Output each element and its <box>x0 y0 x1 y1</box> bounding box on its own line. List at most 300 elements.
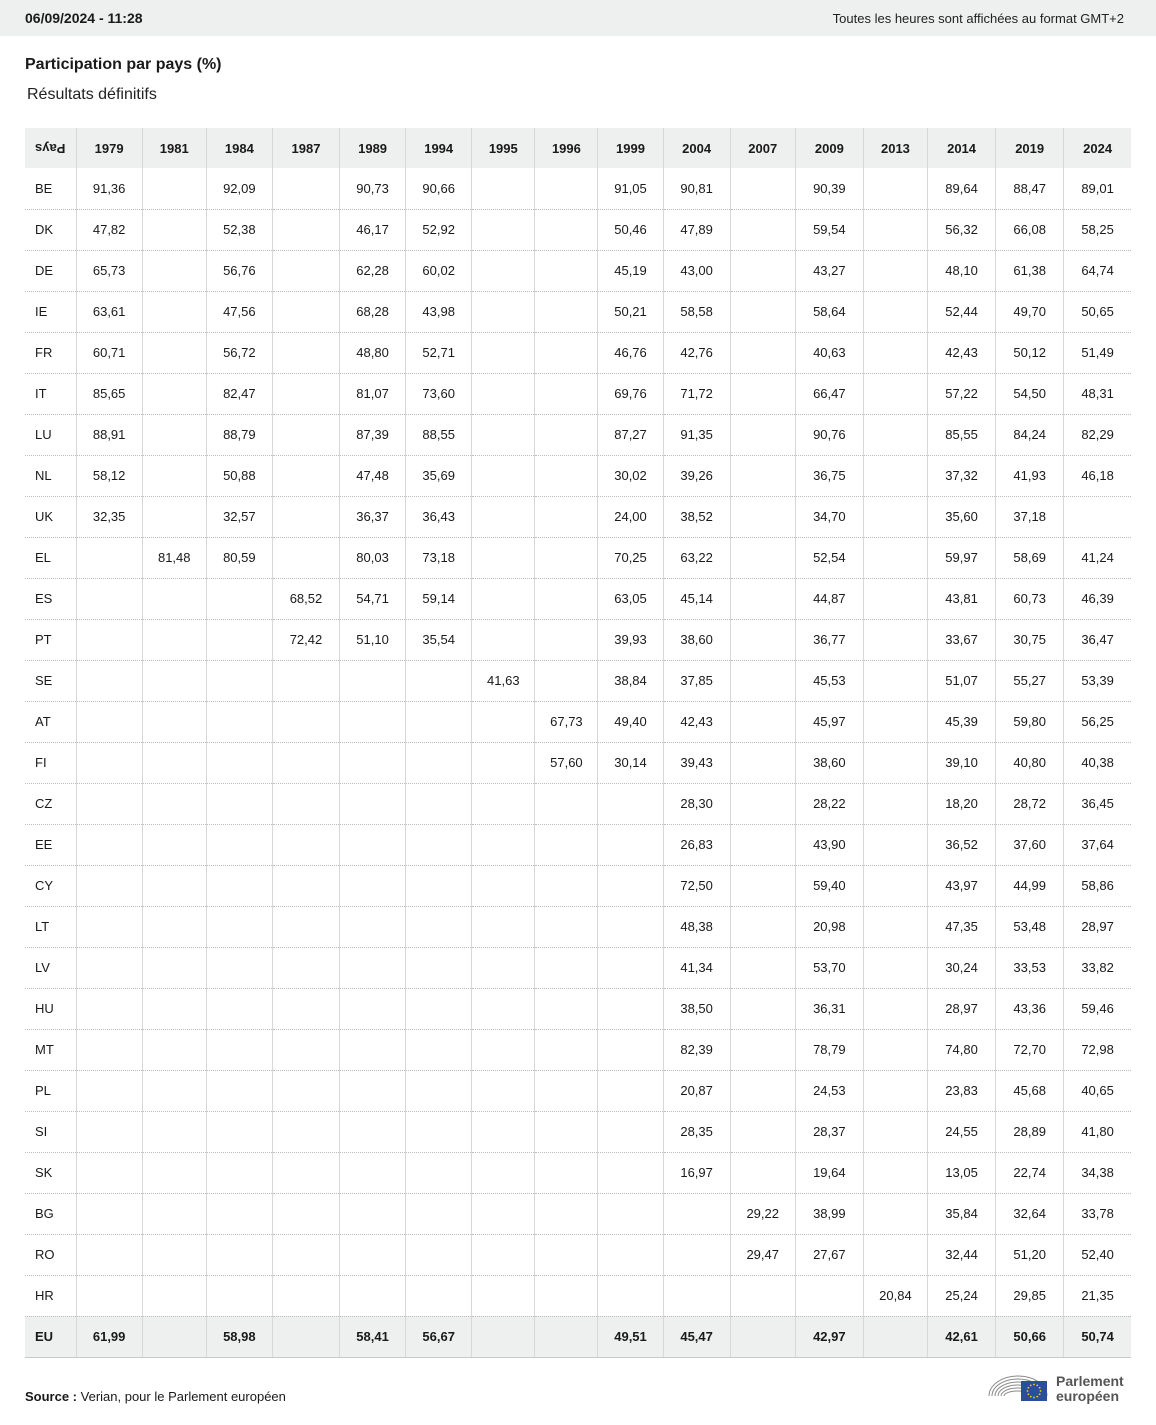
turnout-cell: 36,47 <box>1064 619 1131 660</box>
turnout-cell: 18,20 <box>928 783 996 824</box>
turnout-cell <box>142 414 206 455</box>
turnout-cell: 73,60 <box>406 373 472 414</box>
turnout-cell <box>472 168 535 209</box>
turnout-cell: 40,63 <box>795 332 863 373</box>
eu-star-icon <box>1027 1393 1029 1395</box>
turnout-cell <box>272 824 339 865</box>
turnout-cell <box>535 1193 598 1234</box>
turnout-cell <box>730 783 795 824</box>
country-code: HU <box>25 988 76 1029</box>
turnout-cell: 41,34 <box>663 947 730 988</box>
turnout-cell: 36,37 <box>340 496 406 537</box>
turnout-cell <box>272 783 339 824</box>
turnout-cell <box>472 947 535 988</box>
year-header-1994: 1994 <box>406 128 472 168</box>
country-code: MT <box>25 1029 76 1070</box>
turnout-cell: 37,18 <box>996 496 1064 537</box>
turnout-cell <box>472 332 535 373</box>
turnout-cell: 42,43 <box>663 701 730 742</box>
turnout-cell <box>340 947 406 988</box>
turnout-cell <box>863 332 927 373</box>
eu-star-icon <box>1036 1396 1038 1398</box>
turnout-cell <box>272 1193 339 1234</box>
turnout-cell <box>142 455 206 496</box>
turnout-cell <box>472 1070 535 1111</box>
turnout-cell <box>76 660 142 701</box>
turnout-cell <box>272 455 339 496</box>
turnout-cell: 42,61 <box>928 1316 996 1357</box>
turnout-cell: 37,85 <box>663 660 730 701</box>
turnout-cell: 53,48 <box>996 906 1064 947</box>
turnout-cell <box>730 373 795 414</box>
turnout-cell <box>535 660 598 701</box>
turnout-cell: 60,02 <box>406 250 472 291</box>
turnout-cell: 24,53 <box>795 1070 863 1111</box>
turnout-cell: 45,97 <box>795 701 863 742</box>
turnout-cell: 80,03 <box>340 537 406 578</box>
turnout-cell <box>206 1029 272 1070</box>
turnout-cell <box>206 619 272 660</box>
year-header-1999: 1999 <box>598 128 663 168</box>
country-code: IE <box>25 291 76 332</box>
turnout-cell <box>272 660 339 701</box>
turnout-cell: 58,64 <box>795 291 863 332</box>
turnout-cell <box>598 906 663 947</box>
table-row <box>25 250 1131 291</box>
turnout-cell <box>535 209 598 250</box>
country-code: BE <box>25 168 76 209</box>
turnout-cell <box>272 209 339 250</box>
turnout-cell <box>206 1111 272 1152</box>
turnout-cell: 50,66 <box>996 1316 1064 1357</box>
turnout-cell: 50,88 <box>206 455 272 496</box>
turnout-cell <box>535 537 598 578</box>
turnout-cell <box>76 1070 142 1111</box>
turnout-cell: 43,98 <box>406 291 472 332</box>
year-header-1987: 1987 <box>272 128 339 168</box>
turnout-cell <box>142 1234 206 1275</box>
turnout-cell: 68,28 <box>340 291 406 332</box>
turnout-cell <box>472 1029 535 1070</box>
timestamp: 06/09/2024 - 11:28 <box>25 10 143 26</box>
turnout-cell <box>142 1193 206 1234</box>
turnout-cell: 32,64 <box>996 1193 1064 1234</box>
turnout-cell <box>472 1193 535 1234</box>
turnout-cell: 52,44 <box>928 291 996 332</box>
turnout-cell: 21,35 <box>1064 1275 1131 1316</box>
turnout-cell <box>472 496 535 537</box>
table-row <box>25 865 1131 906</box>
turnout-cell <box>406 947 472 988</box>
turnout-cell: 50,46 <box>598 209 663 250</box>
turnout-cell: 50,21 <box>598 291 663 332</box>
turnout-cell <box>863 1070 927 1111</box>
country-code: NL <box>25 455 76 496</box>
turnout-cell <box>535 496 598 537</box>
turnout-cell <box>76 1193 142 1234</box>
turnout-cell: 65,73 <box>76 250 142 291</box>
turnout-cell: 40,38 <box>1064 742 1131 783</box>
turnout-cell <box>472 783 535 824</box>
turnout-cell: 88,91 <box>76 414 142 455</box>
turnout-cell <box>663 1193 730 1234</box>
country-code: ES <box>25 578 76 619</box>
turnout-cell: 38,84 <box>598 660 663 701</box>
turnout-cell: 48,80 <box>340 332 406 373</box>
turnout-cell: 68,52 <box>272 578 339 619</box>
turnout-cell <box>472 250 535 291</box>
turnout-cell <box>406 1029 472 1070</box>
turnout-cell: 29,47 <box>730 1234 795 1275</box>
turnout-cell <box>535 291 598 332</box>
turnout-cell <box>206 701 272 742</box>
turnout-cell <box>598 1029 663 1070</box>
turnout-cell: 38,52 <box>663 496 730 537</box>
turnout-cell: 63,61 <box>76 291 142 332</box>
turnout-cell: 33,67 <box>928 619 996 660</box>
turnout-cell: 24,00 <box>598 496 663 537</box>
turnout-cell: 51,07 <box>928 660 996 701</box>
turnout-cell: 36,75 <box>795 455 863 496</box>
turnout-cell <box>863 373 927 414</box>
turnout-cell: 44,87 <box>795 578 863 619</box>
turnout-cell <box>598 1070 663 1111</box>
turnout-cell <box>863 1193 927 1234</box>
turnout-cell <box>340 1275 406 1316</box>
turnout-cell <box>76 824 142 865</box>
table-row <box>25 701 1131 742</box>
turnout-cell: 47,82 <box>76 209 142 250</box>
turnout-cell <box>863 824 927 865</box>
country-code: DE <box>25 250 76 291</box>
turnout-cell: 82,47 <box>206 373 272 414</box>
turnout-cell: 43,97 <box>928 865 996 906</box>
turnout-cell: 54,50 <box>996 373 1064 414</box>
country-code: AT <box>25 701 76 742</box>
turnout-cell: 53,70 <box>795 947 863 988</box>
turnout-cell <box>340 1111 406 1152</box>
turnout-cell: 47,35 <box>928 906 996 947</box>
turnout-cell: 48,38 <box>663 906 730 947</box>
turnout-cell <box>598 947 663 988</box>
turnout-cell <box>730 701 795 742</box>
turnout-cell <box>340 824 406 865</box>
turnout-cell <box>206 824 272 865</box>
turnout-cell <box>863 619 927 660</box>
turnout-cell: 66,47 <box>795 373 863 414</box>
turnout-cell <box>472 578 535 619</box>
turnout-cell <box>206 988 272 1029</box>
eu-star-icon <box>1027 1387 1029 1389</box>
turnout-cell: 34,70 <box>795 496 863 537</box>
turnout-cell <box>472 1316 535 1357</box>
turnout-cell <box>142 701 206 742</box>
table-row <box>25 660 1131 701</box>
turnout-cell: 20,98 <box>795 906 863 947</box>
turnout-cell: 45,39 <box>928 701 996 742</box>
eu-star-icon <box>1036 1384 1038 1386</box>
turnout-cell <box>272 988 339 1029</box>
turnout-cell: 91,35 <box>663 414 730 455</box>
table-row <box>25 291 1131 332</box>
turnout-cell: 59,40 <box>795 865 863 906</box>
turnout-cell: 24,55 <box>928 1111 996 1152</box>
turnout-cell: 46,18 <box>1064 455 1131 496</box>
turnout-cell: 88,55 <box>406 414 472 455</box>
turnout-cell <box>206 1275 272 1316</box>
turnout-cell: 58,69 <box>996 537 1064 578</box>
country-code: DK <box>25 209 76 250</box>
turnout-cell: 90,39 <box>795 168 863 209</box>
turnout-cell: 36,45 <box>1064 783 1131 824</box>
turnout-cell <box>76 783 142 824</box>
turnout-cell <box>340 742 406 783</box>
turnout-cell <box>730 578 795 619</box>
turnout-cell: 50,74 <box>1064 1316 1131 1357</box>
table-row <box>25 1193 1131 1234</box>
turnout-cell: 45,53 <box>795 660 863 701</box>
turnout-cell: 33,78 <box>1064 1193 1131 1234</box>
source-text: Verian, pour le Parlement européen <box>80 1389 286 1404</box>
turnout-cell: 28,37 <box>795 1111 863 1152</box>
turnout-cell <box>472 1111 535 1152</box>
turnout-cell <box>76 1275 142 1316</box>
turnout-cell: 41,24 <box>1064 537 1131 578</box>
turnout-cell <box>472 742 535 783</box>
turnout-cell <box>142 742 206 783</box>
country-code: EE <box>25 824 76 865</box>
turnout-cell: 35,54 <box>406 619 472 660</box>
turnout-cell <box>142 209 206 250</box>
year-header-2004: 2004 <box>663 128 730 168</box>
turnout-cell <box>863 455 927 496</box>
turnout-cell <box>535 168 598 209</box>
year-header-2019: 2019 <box>996 128 1064 168</box>
table-row <box>25 209 1131 250</box>
turnout-cell <box>863 496 927 537</box>
turnout-cell <box>535 1275 598 1316</box>
country-code: CZ <box>25 783 76 824</box>
turnout-cell <box>406 1275 472 1316</box>
turnout-cell <box>406 906 472 947</box>
year-header-1996: 1996 <box>535 128 598 168</box>
country-code: RO <box>25 1234 76 1275</box>
turnout-cell: 42,76 <box>663 332 730 373</box>
turnout-cell <box>272 250 339 291</box>
turnout-cell <box>472 1152 535 1193</box>
turnout-cell: 43,27 <box>795 250 863 291</box>
turnout-cell: 52,92 <box>406 209 472 250</box>
turnout-cell <box>406 783 472 824</box>
country-code: PT <box>25 619 76 660</box>
turnout-cell: 54,71 <box>340 578 406 619</box>
turnout-cell <box>472 865 535 906</box>
turnout-cell: 52,54 <box>795 537 863 578</box>
turnout-cell: 84,24 <box>996 414 1064 455</box>
turnout-cell <box>142 332 206 373</box>
table-row <box>25 1275 1131 1316</box>
table-row <box>25 414 1131 455</box>
turnout-cell <box>406 742 472 783</box>
turnout-cell <box>406 988 472 1029</box>
table-row <box>25 906 1131 947</box>
turnout-cell: 13,05 <box>928 1152 996 1193</box>
turnout-cell <box>472 988 535 1029</box>
turnout-cell: 62,28 <box>340 250 406 291</box>
turnout-cell <box>535 1316 598 1357</box>
turnout-cell <box>406 1152 472 1193</box>
turnout-cell: 74,80 <box>928 1029 996 1070</box>
turnout-cell <box>406 865 472 906</box>
turnout-cell <box>142 1316 206 1357</box>
turnout-cell: 71,72 <box>663 373 730 414</box>
turnout-cell: 35,60 <box>928 496 996 537</box>
turnout-cell <box>730 455 795 496</box>
turnout-cell: 29,22 <box>730 1193 795 1234</box>
turnout-cell: 37,64 <box>1064 824 1131 865</box>
country-code: EL <box>25 537 76 578</box>
turnout-cell <box>142 1070 206 1111</box>
table-row <box>25 1070 1131 1111</box>
turnout-cell <box>598 1234 663 1275</box>
turnout-cell: 60,71 <box>76 332 142 373</box>
turnout-cell <box>535 250 598 291</box>
turnout-cell <box>663 1275 730 1316</box>
country-code: BG <box>25 1193 76 1234</box>
turnout-cell <box>535 414 598 455</box>
turnout-cell: 47,48 <box>340 455 406 496</box>
turnout-cell <box>206 865 272 906</box>
turnout-cell: 58,25 <box>1064 209 1131 250</box>
top-bar <box>0 0 1156 36</box>
turnout-cell <box>406 1070 472 1111</box>
turnout-cell: 59,54 <box>795 209 863 250</box>
turnout-cell <box>272 537 339 578</box>
turnout-cell <box>730 168 795 209</box>
turnout-cell: 39,26 <box>663 455 730 496</box>
turnout-cell <box>272 1234 339 1275</box>
turnout-cell <box>76 742 142 783</box>
country-column-label: Pays <box>35 140 66 156</box>
turnout-cell: 80,59 <box>206 537 272 578</box>
year-header-2024: 2024 <box>1064 128 1131 168</box>
turnout-cell: 28,72 <box>996 783 1064 824</box>
turnout-cell: 30,14 <box>598 742 663 783</box>
turnout-cell <box>142 824 206 865</box>
table-row <box>25 742 1131 783</box>
turnout-cell: 90,81 <box>663 168 730 209</box>
turnout-cell <box>863 1029 927 1070</box>
turnout-cell <box>863 783 927 824</box>
turnout-cell <box>535 947 598 988</box>
turnout-cell <box>863 578 927 619</box>
turnout-cell <box>340 906 406 947</box>
turnout-cell: 51,10 <box>340 619 406 660</box>
turnout-cell <box>272 496 339 537</box>
turnout-cell: 41,63 <box>472 660 535 701</box>
country-code: FI <box>25 742 76 783</box>
year-header-2009: 2009 <box>795 128 863 168</box>
turnout-cell <box>76 1234 142 1275</box>
turnout-cell <box>406 660 472 701</box>
turnout-cell <box>472 1234 535 1275</box>
turnout-cell: 32,35 <box>76 496 142 537</box>
turnout-cell <box>272 906 339 947</box>
turnout-cell <box>863 947 927 988</box>
turnout-cell: 72,42 <box>272 619 339 660</box>
turnout-cell <box>535 824 598 865</box>
turnout-cell <box>730 291 795 332</box>
turnout-cell: 45,47 <box>663 1316 730 1357</box>
turnout-cell <box>142 660 206 701</box>
turnout-cell: 57,60 <box>535 742 598 783</box>
turnout-cell <box>730 660 795 701</box>
year-header-1995: 1995 <box>472 128 535 168</box>
turnout-cell: 49,51 <box>598 1316 663 1357</box>
turnout-cell <box>863 1152 927 1193</box>
turnout-cell <box>863 906 927 947</box>
turnout-cell: 88,47 <box>996 168 1064 209</box>
turnout-cell <box>76 1111 142 1152</box>
turnout-cell: 28,97 <box>928 988 996 1029</box>
turnout-cell: 35,84 <box>928 1193 996 1234</box>
turnout-cell <box>730 496 795 537</box>
turnout-cell: 50,65 <box>1064 291 1131 332</box>
turnout-cell <box>730 1275 795 1316</box>
turnout-cell: 52,40 <box>1064 1234 1131 1275</box>
turnout-cell <box>406 1193 472 1234</box>
turnout-cell: 28,89 <box>996 1111 1064 1152</box>
turnout-cell: 20,87 <box>663 1070 730 1111</box>
turnout-cell: 72,50 <box>663 865 730 906</box>
turnout-cell <box>142 373 206 414</box>
turnout-cell <box>535 619 598 660</box>
turnout-cell: 36,52 <box>928 824 996 865</box>
turnout-cell: 40,65 <box>1064 1070 1131 1111</box>
turnout-cell <box>535 1029 598 1070</box>
country-code: UK <box>25 496 76 537</box>
turnout-cell <box>535 1234 598 1275</box>
turnout-cell <box>730 1029 795 1070</box>
turnout-cell: 40,80 <box>996 742 1064 783</box>
table-row <box>25 537 1131 578</box>
turnout-cell: 48,10 <box>928 250 996 291</box>
turnout-cell <box>406 701 472 742</box>
turnout-cell: 33,82 <box>1064 947 1131 988</box>
turnout-cell <box>730 906 795 947</box>
turnout-cell <box>863 988 927 1029</box>
turnout-cell: 82,29 <box>1064 414 1131 455</box>
turnout-cell <box>272 865 339 906</box>
turnout-cell <box>206 660 272 701</box>
turnout-cell: 28,97 <box>1064 906 1131 947</box>
turnout-cell: 56,32 <box>928 209 996 250</box>
turnout-cell: 49,70 <box>996 291 1064 332</box>
turnout-cell <box>272 168 339 209</box>
turnout-cell: 90,76 <box>795 414 863 455</box>
eu-star-icon <box>1027 1390 1029 1392</box>
turnout-cell: 43,90 <box>795 824 863 865</box>
turnout-cell: 37,32 <box>928 455 996 496</box>
turnout-cell <box>730 537 795 578</box>
turnout-cell <box>472 414 535 455</box>
turnout-cell: 89,64 <box>928 168 996 209</box>
country-code: SE <box>25 660 76 701</box>
turnout-cell <box>76 988 142 1029</box>
turnout-cell <box>340 660 406 701</box>
turnout-cell <box>76 537 142 578</box>
turnout-cell: 34,38 <box>1064 1152 1131 1193</box>
